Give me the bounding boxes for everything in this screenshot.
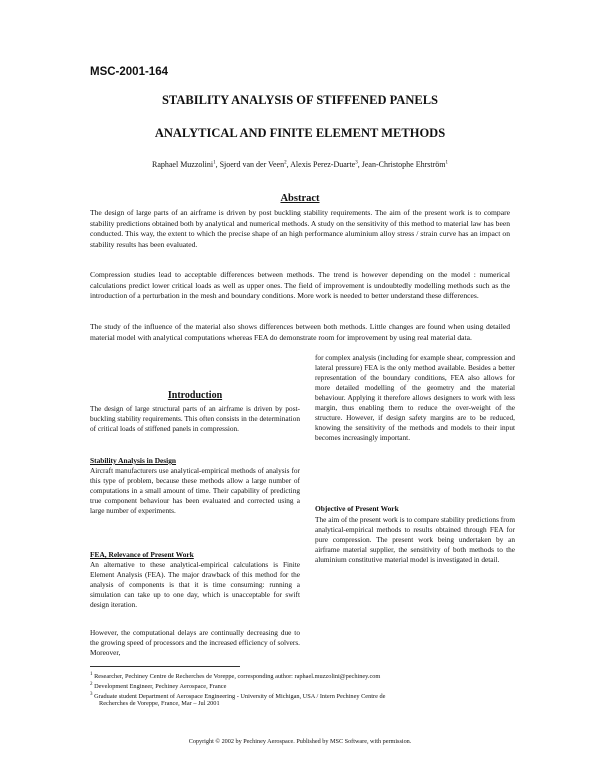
abstract-paragraph: The study of the influence of the material also shows differences between both methods. Little changes are found when using detailed material model with analytical computations whereas FEA do demonstrate room for improvement by using real material data.	[90, 322, 510, 342]
author-affiliation-mark: 1	[213, 160, 216, 166]
copyright-notice: Copyright © 2002 by Pechiney Aerospace. Published by MSC Software, with permission.	[188, 738, 412, 745]
footnote	[90, 681, 510, 692]
document-id: MSC-2001-164	[90, 66, 168, 78]
footnote-continuation: Recherches de Voreppe, France, Mar – Jul 2001	[99, 700, 220, 707]
author-name: Sjoerd van der Veen	[219, 160, 285, 169]
introduction-text: The design of large structural parts of an airframe is driven by post-buckling stability requirements. This often consists in the determination of critical loads of stiffened panels in compression.	[90, 404, 300, 433]
footnote-number: 3	[90, 692, 93, 697]
footnote-divider	[90, 666, 240, 667]
abstract-paragraph: Compression studies lead to acceptable differences between methods. The trend is however depending on the model : numerical calculations predict lower critical loads as well as upper ones. The field of improvement is undoubtedly modelling methods such as the introduction of a perturbation in the mesh and boundary conditions. More work is needed to better understand these differences.	[90, 270, 510, 300]
abstract-heading: Abstract	[280, 193, 320, 204]
footnote	[90, 671, 510, 682]
author-name: Jean-Christophe Ehrström	[361, 160, 446, 169]
footnote-text: Development Engineer, Pechiney Aerospace, France	[94, 683, 227, 691]
abstract-paragraph: The design of large parts of an airframe is driven by post buckling stability requirements. The aim of the present work is to compare stability predictions obtained both by analytical and numerical methods. A study on the sensitivity of this method to material law has been conducted. This way, the extent to which the precise shape of an high performance aluminium alloy stress / strain curve has an impact on stability results has been evaluated.	[90, 208, 510, 249]
footnote-number: 1	[90, 672, 93, 677]
footnote-text: Researcher, Pechiney Centre de Recherches de Voreppe, corresponding author: raphael.muzzolini@pechiney.com	[94, 673, 381, 681]
fea-section-heading: FEA, Relevance of Present Work	[90, 550, 194, 559]
paper-subtitle: ANALYTICAL AND FINITE ELEMENT METHODS	[154, 126, 446, 140]
author-name: Alexis Perez-Duarte	[290, 160, 356, 169]
footnote-text: Graduate student Department of Aerospace Engineering - University of Michigan, USA / Intern Pechiney Centre de	[94, 693, 386, 701]
author-affiliation-mark: 1	[445, 160, 448, 166]
paper-title: STABILITY ANALYSIS OF STIFFENED PANELS	[161, 93, 438, 107]
author-name: Raphael Muzzolini	[151, 160, 214, 169]
author-affiliation-mark: 3	[355, 160, 358, 166]
stability-section-heading: Stability Analysis in Design	[90, 456, 177, 465]
objective-section-text: The aim of the present work is to compare stability predictions from analytical-empirical methods to results obtained through FEA for pure compression. The present work being undertaken by an airframe material supplier, the sensitivity of both methods to the aluminium constitutive material model is investigated in detail.	[315, 515, 515, 564]
footnote-number: 2	[90, 682, 93, 687]
fea-section-text-continued: However, the computational delays are continually decreasing due to the growing speed of processors and the increased efficiency of solvers. Moreover,	[90, 628, 300, 657]
fea-section-text-right-column: for complex analysis (including for example shear, compression and lateral pressure) FEA is the only method available. Besides a better representation of the boundary conditions, FEA also allows for more detailed modelling of the geometry and the material behaviour. Applying it therefore allows designers to work with less margin, thus enabling them to reduce the over-weight of the structure. However, if design safety margins are to be reduced, knowing the sensitivity of the methods and models to their input becomes increasingly important.	[315, 353, 515, 442]
author-affiliation-mark: 2	[284, 160, 287, 166]
stability-section-text: Aircraft manufacturers use analytical-empirical methods of analysis for this type of problem, because these methods allow a large number of computations in a small amount of time. Their capability of predicting true component behaviour has been evaluated and corrected using a large number of experiments.	[90, 466, 300, 515]
introduction-heading: Introduction	[167, 390, 223, 401]
fea-section-text: An alternative to these analytical-empirical calculations is Finite Element Analysis (FEA). The major drawback of this method for the analysis of components is that it is time consuming: running a simulation can take up to one day, which is unacceptable for swift design iteration.	[90, 560, 300, 609]
objective-section-heading: Objective of Present Work	[315, 504, 399, 513]
author-list: Raphael Muzzolini$^1$, Sjoerd van der Veen$^2$, Alexis Perez-Duarte$^3$, Jean-Christophe Ehrström$^1$	[151, 160, 448, 169]
